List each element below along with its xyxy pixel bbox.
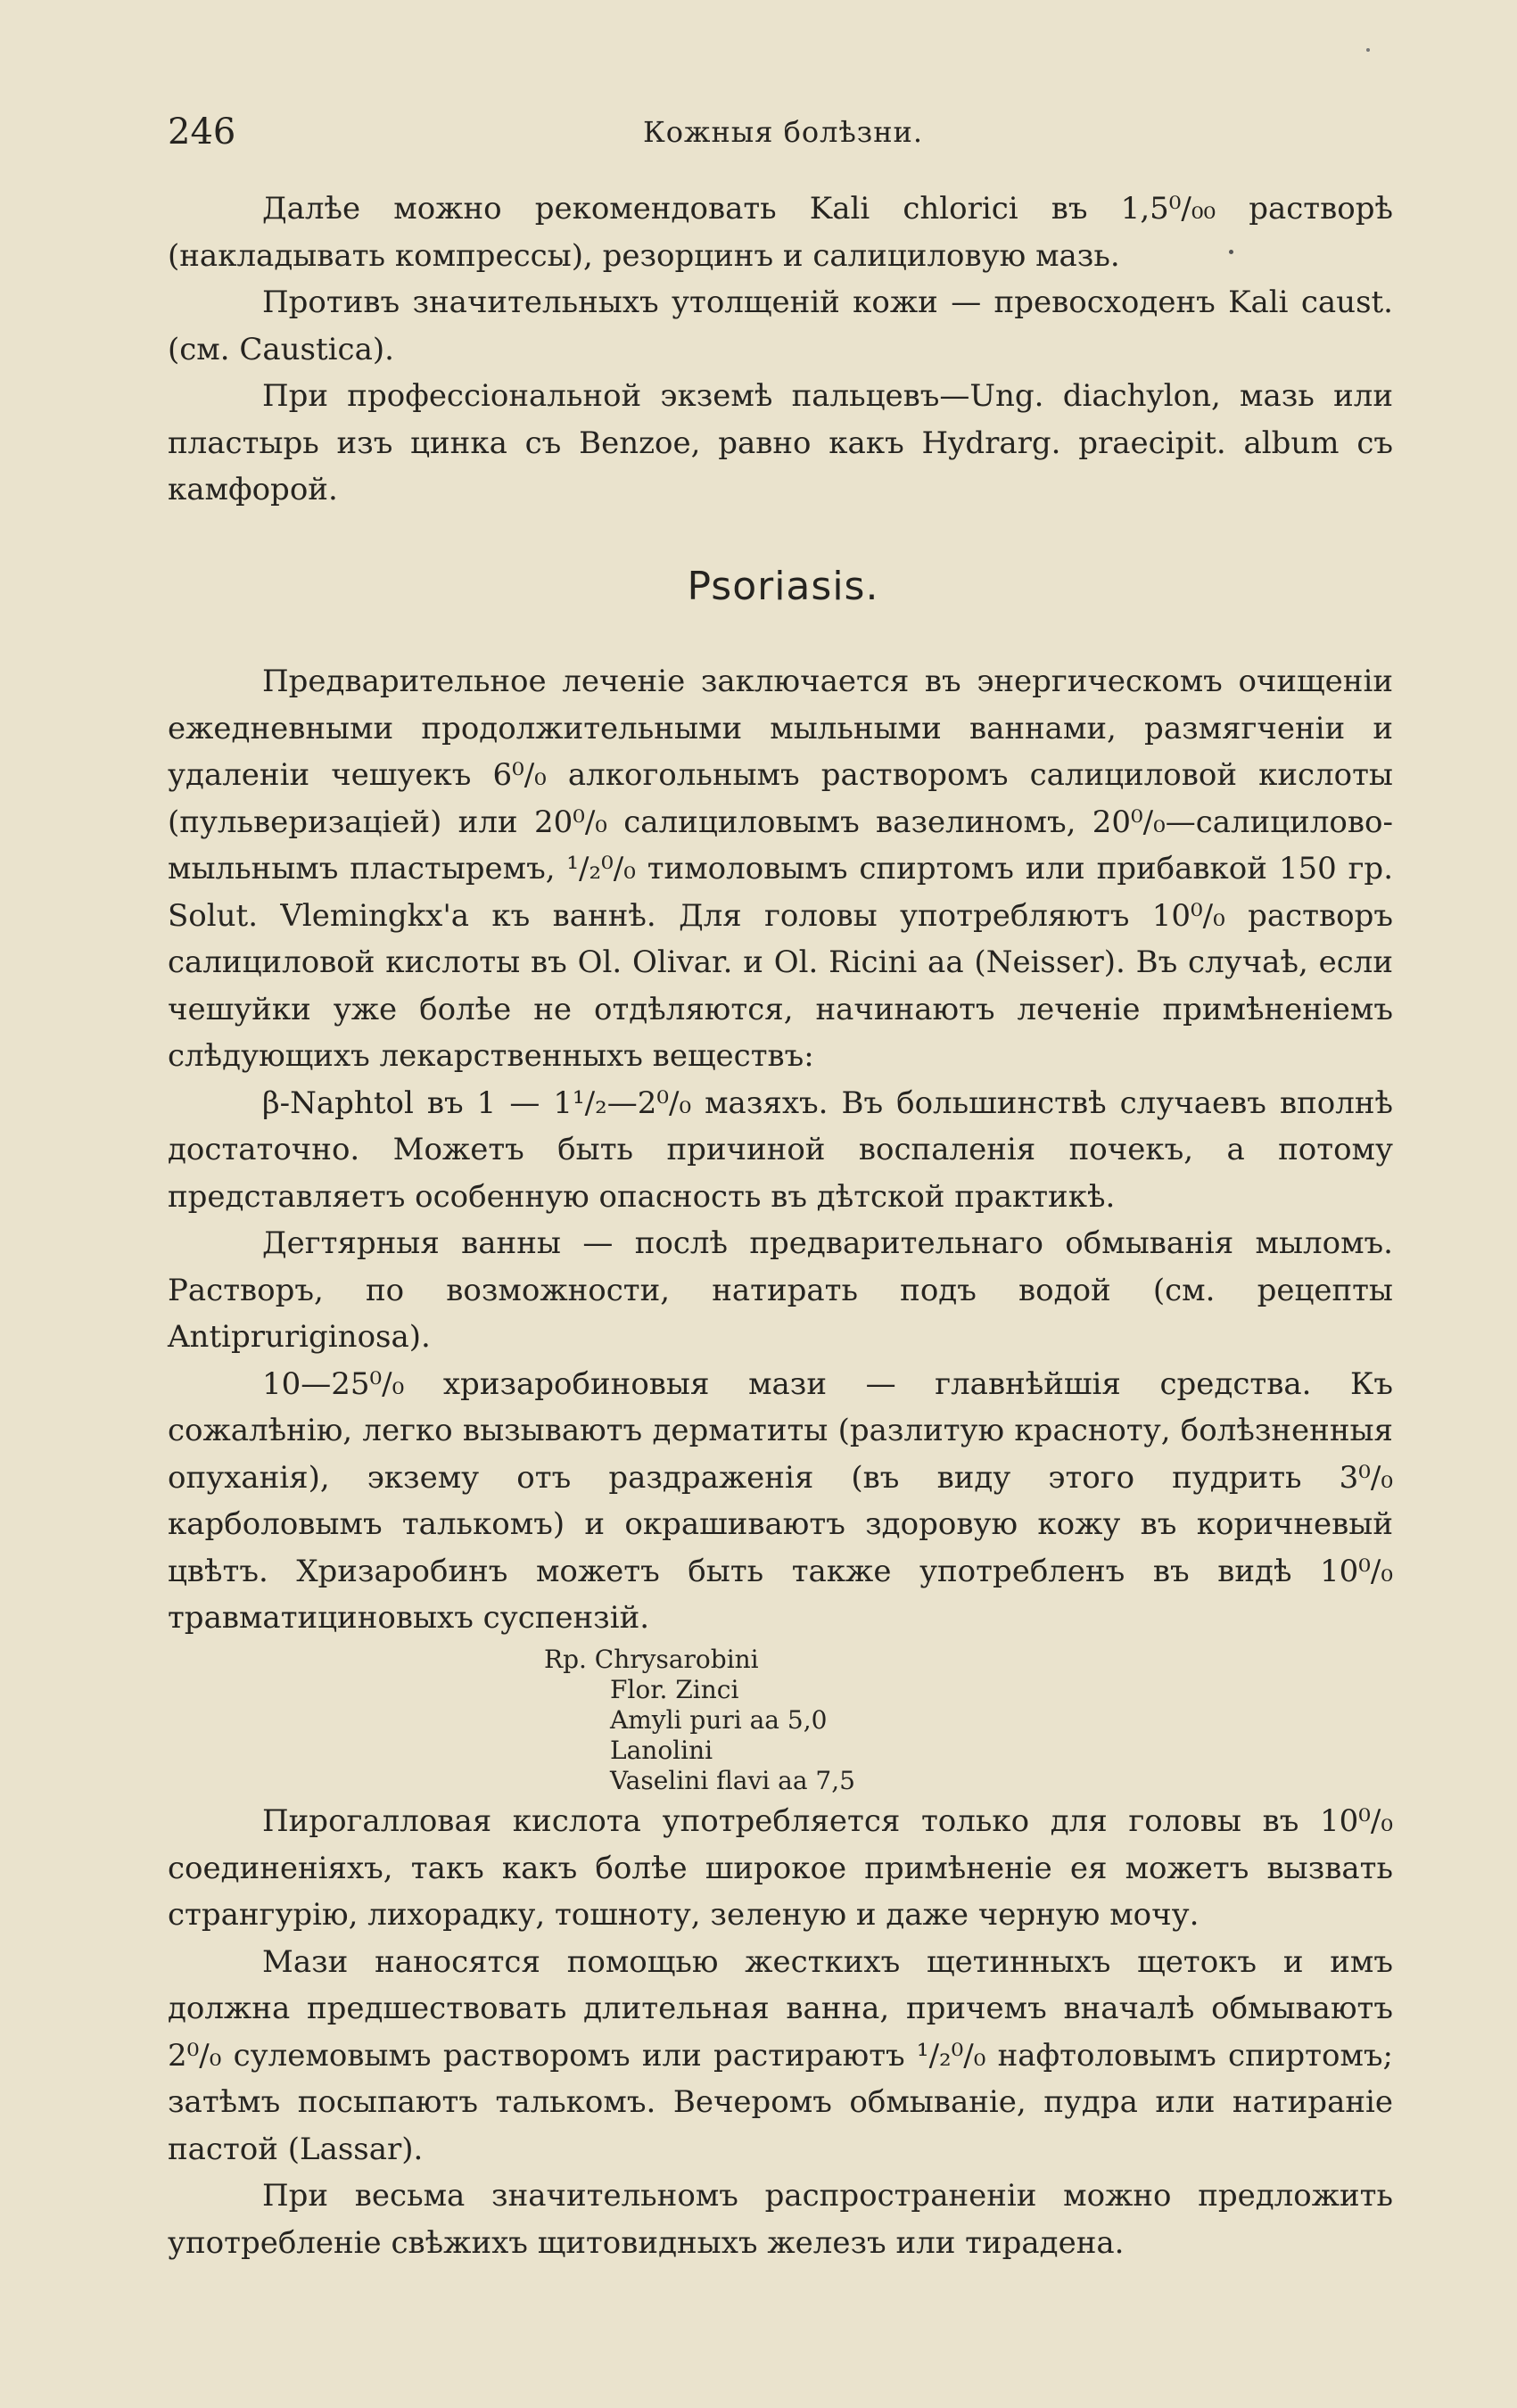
paragraph: 10—25⁰/₀ хризаробиновыя мази — главнѣйшія средства. Къ сожалѣнію, легко вызываютъ дерматиты (разлитую красноту, болѣзненныя опуханія), экзему отъ раздраженія (въ виду этого пудрить 3⁰/₀ карболовымъ талькомъ) и окрашиваютъ здоровую кожу въ коричневый цвѣтъ. Хризаробинъ можетъ быть также употребленъ въ видѣ 10⁰/₀ травматициновыхъ суспензій. <box>168 1365 1393 1636</box>
paragraph: β-Naphtol въ 1 — 1¹/₂—2⁰/₀ мазяхъ. Въ большинствѣ случаевъ вполнѣ достаточно. Можетъ быть причиной воспаленія почекъ, а потому представляетъ особенную опасность въ дѣтской практикѣ. <box>168 1084 1393 1215</box>
paragraph: При весьма значительномъ распространеніи можно предложить употребленіе свѣжихъ щитовидныхъ железъ или тирадена. <box>168 2178 1393 2261</box>
recipe-line: Lanolini <box>610 1736 713 1765</box>
closing-paragraphs <box>168 1798 1393 2266</box>
recipe-line: Vaselini flavi aa 7,5 <box>610 1766 855 1795</box>
page-number: 246 <box>168 111 236 153</box>
psoriasis-paragraphs <box>168 658 1393 1642</box>
recipe-block <box>544 1645 855 1796</box>
section-heading: Psoriasis. <box>687 564 879 609</box>
paragraph: При профессіональной экземѣ пальцевъ—Ung. diachylon, мазь или пластырь изъ цинка съ Benzoe, равно какъ Hydrarg. praecipit. album съ камфорой. <box>168 378 1393 507</box>
paragraph: Предварительное леченіе заключается въ энергическомъ очищеніи ежедневными продолжительными мыльными ваннами, размягченіи и удаленіи чешуекъ 6⁰/₀ алкогольнымъ растворомъ салициловой кислоты (пульверизаціей) или 20⁰/₀ салициловымъ вазелиномъ, 20⁰/₀—салицилово-мыльнымъ пластыремъ, ¹/₂⁰/₀ тимоловымъ спиртомъ или прибавкой 150 гр. Solut. Vlemingkx'а къ ваннѣ. Для головы употребляютъ 10⁰/₀ растворъ салициловой кислоты въ Ol. Olivar. и Ol. Ricini aa (Neisser). Въ случаѣ, если чешуйки уже болѣе не отдѣляются, начинаютъ леченіе примѣненіемъ слѣдующихъ лекарственныхъ веществъ: <box>168 664 1393 1074</box>
speck-mark <box>1229 250 1233 254</box>
intro-paragraphs <box>168 186 1393 514</box>
paragraph: Далѣе можно рекомендовать Kali chlorici въ 1,5⁰/₀₀ растворѣ (накладывать компрессы), резорцинъ и салициловую мазь. <box>168 191 1393 274</box>
recipe-line: Rp. Chrysarobini <box>544 1645 759 1674</box>
speck-mark <box>1366 48 1370 52</box>
paragraph: Противъ значительныхъ утолщеній кожи — превосходенъ Kali caust. (см. Caustica). <box>168 285 1393 367</box>
paragraph: Дегтярныя ванны — послѣ предварительнаго обмыванія мыломъ. Растворъ, по возможности, натирать подъ водой (см. рецепты Antipruriginosa). <box>168 1225 1393 1355</box>
page-header <box>168 111 1398 156</box>
recipe-line: Amyli puri aa 5,0 <box>610 1705 828 1735</box>
paragraph: Мази наносятся помощью жесткихъ щетинныхъ щетокъ и имъ должна предшествовать длительная ванна, причемъ вначалѣ обмываютъ 2⁰/₀ сулемовымъ растворомъ или растираютъ ¹/₂⁰/₀ нафтоловымъ спиртомъ; затѣмъ посыпаютъ талькомъ. Вечеромъ обмываніе, пудра или натираніе пастой (Lassar). <box>168 1943 1393 2167</box>
running-title: Кожныя болѣзни. <box>642 115 924 149</box>
recipe-line: Flor. Zinci <box>610 1675 739 1704</box>
paragraph: Пирогалловая кислота употребляется только для головы въ 10⁰/₀ соединеніяхъ, такъ какъ болѣе широкое примѣненіе ея можетъ вызвать странгурію, лихорадку, тошноту, зеленую и даже черную мочу. <box>168 1803 1393 1933</box>
